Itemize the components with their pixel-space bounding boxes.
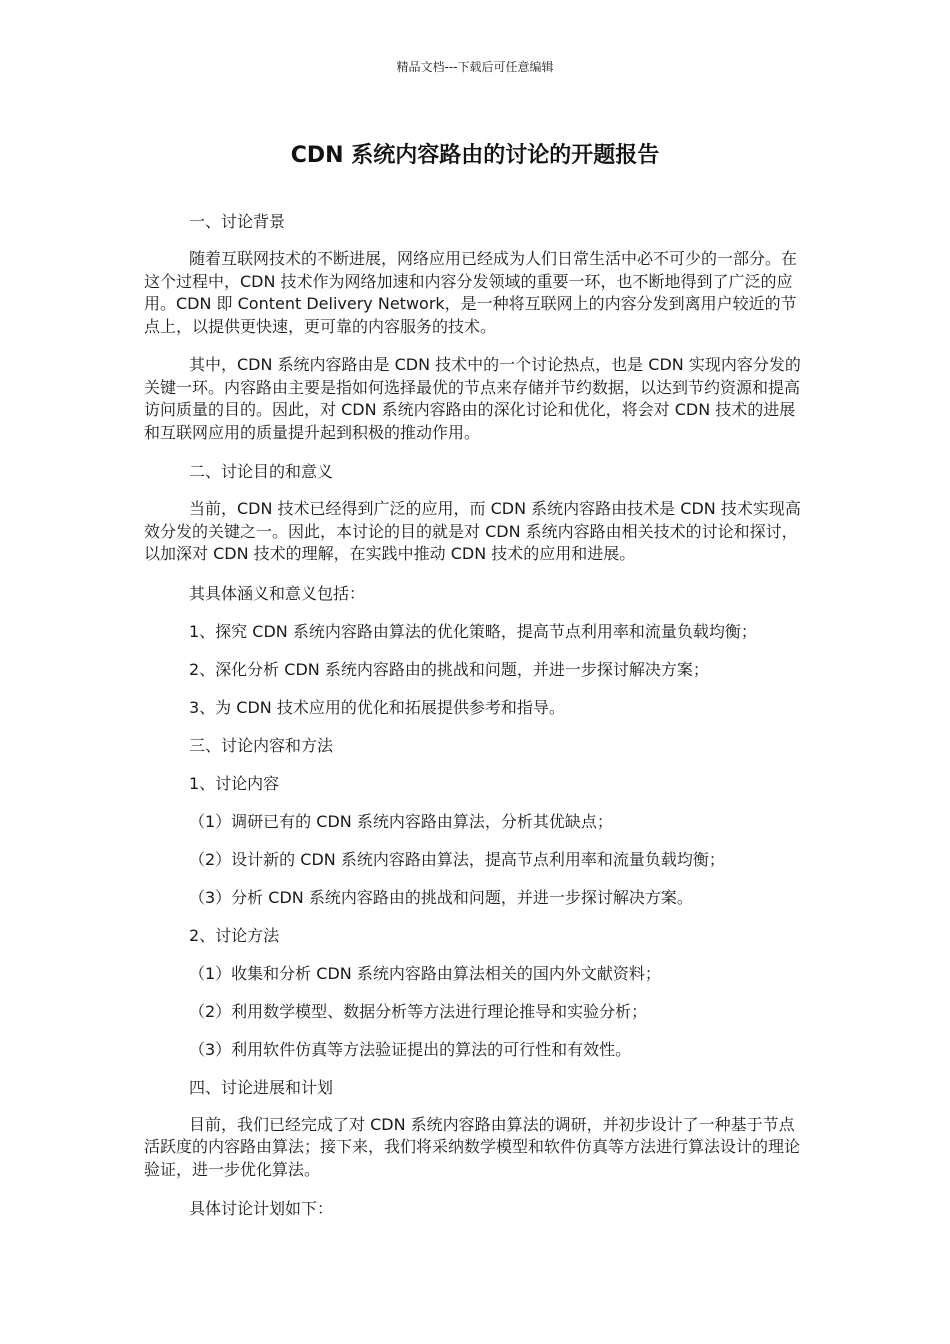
list-item: 3、为 CDN 技术应用的优化和拓展提供参考和指导。: [189, 697, 565, 717]
list-intro: 其具体涵义和意义包括：: [189, 583, 366, 603]
section-heading-background: 一、讨论背景: [189, 212, 286, 231]
list-item: （3）利用软件仿真等方法验证提出的算法的可行性和有效性。: [189, 1039, 632, 1059]
paragraph: 目前，我们已经完成了对 CDN 系统内容路由算法的调研，并初步设计了一种基于节点活跃度的内容路由算法；接下来，我们将采纳数学模型和软件仿真等方法进行算法设计的理论验证，进一步优化算法。: [144, 1114, 801, 1179]
list-item: （2）设计新的 CDN 系统内容路由算法，提高节点利用率和流量负载均衡；: [189, 849, 725, 869]
list-item: （1）调研已有的 CDN 系统内容路由算法，分析其优缺点；: [189, 811, 613, 831]
section-heading-content-methods: 三、讨论内容和方法: [189, 735, 334, 755]
page-header: 精品文档---下载后可任意编辑: [396, 60, 554, 74]
list-item: 2、深化分析 CDN 系统内容路由的挑战和问题，并进一步探讨解决方案；: [189, 659, 709, 679]
paragraph: 其中，CDN 系统内容路由是 CDN 技术中的一个讨论热点，也是 CDN 实现内容分发的关键一环。内容路由主要是指如何选择最优的节点来存储并节约数据，以达到节约资源和提高访问质量的目的。因此，对 CDN 系统内容路由的深化讨论和优化，将会对 CDN 技术的进展和互联网应用的质量提升起到积极的推动作用。: [144, 355, 801, 442]
subsection-heading: 1、讨论内容: [189, 773, 280, 793]
list-item: （3）分析 CDN 系统内容路由的挑战和问题，并进一步探讨解决方案。: [189, 887, 693, 907]
list-intro: 具体讨论计划如下：: [189, 1199, 334, 1218]
list-item: （1）收集和分析 CDN 系统内容路由算法相关的国内外文献资料；: [189, 963, 661, 983]
section-heading-progress: 四、讨论进展和计划: [189, 1077, 334, 1097]
paragraph: 随着互联网技术的不断进展，网络应用已经成为人们日常生活中必不可少的一部分。在这个过程中，CDN 技术作为网络加速和内容分发领域的重要一环，也不断地得到了广泛的应用。CDN 即 Content Delivery Network，是一种将互联网上的内容分发到离用户较近的节点上，以提供更快速，更可靠的内容服务的技术。: [144, 249, 798, 336]
section-heading-purpose: 二、讨论目的和意义: [189, 462, 334, 481]
document-title: CDN 系统内容路由的讨论的开题报告: [290, 143, 660, 168]
list-item: （2）利用数学模型、数据分析等方法进行理论推导和实验分析；: [189, 1001, 648, 1021]
paragraph: 当前，CDN 技术已经得到广泛的应用，而 CDN 系统内容路由技术是 CDN 技术实现高效分发的关键之一。因此，本讨论的目的就是对 CDN 系统内容路由相关技术的讨论和探讨，以加深对 CDN 技术的理解，在实践中推动 CDN 技术的应用和进展。: [144, 499, 801, 563]
document-body: [144, 210, 806, 1235]
subsection-heading: 2、讨论方法: [189, 925, 280, 945]
list-item: 1、探究 CDN 系统内容路由算法的优化策略，提高节点利用率和流量负载均衡；: [189, 621, 757, 641]
